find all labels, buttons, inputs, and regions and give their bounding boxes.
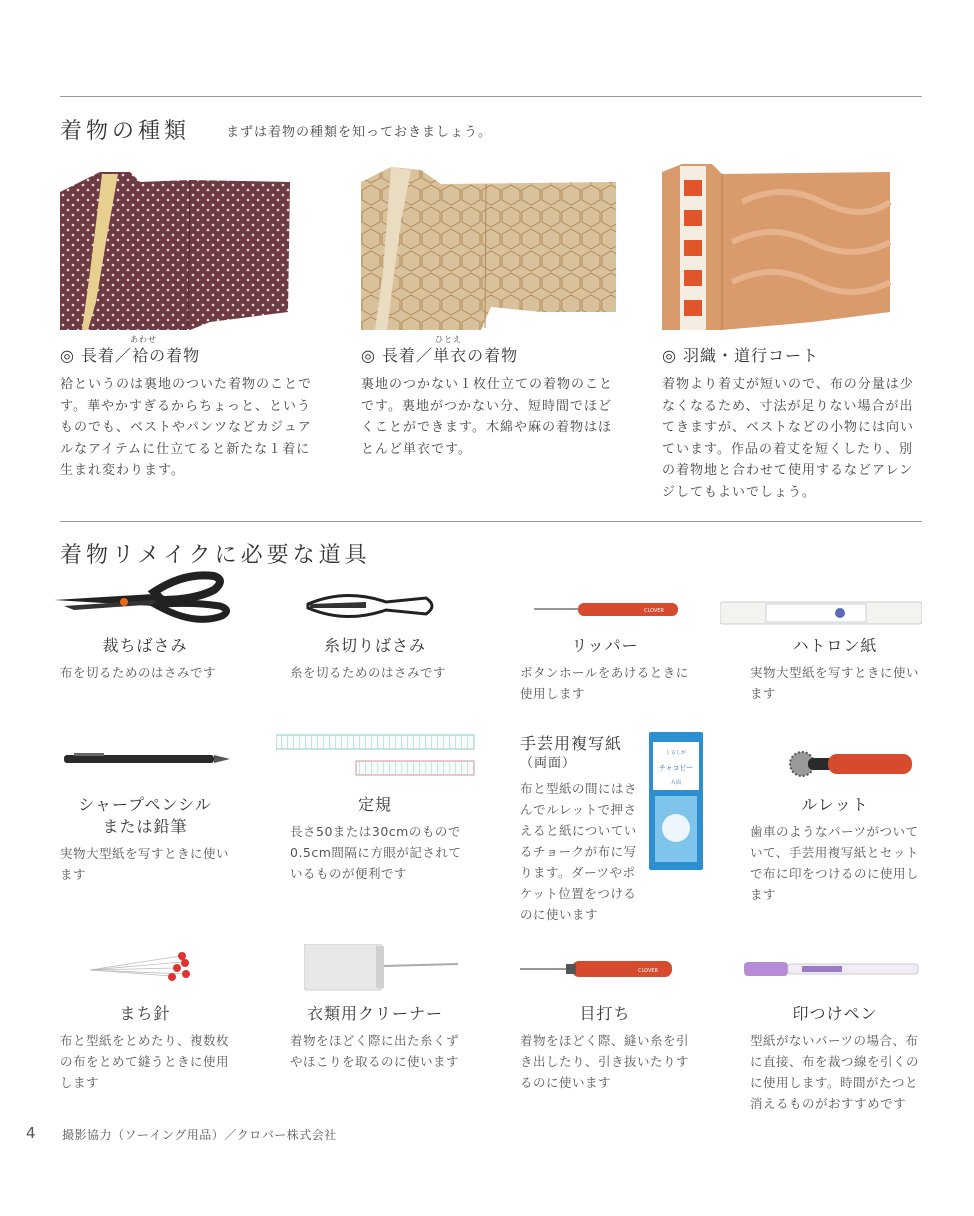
photo-seam-ripper xyxy=(534,598,680,620)
tool-name-awl: 目打ち xyxy=(579,1004,631,1023)
photo-awl xyxy=(520,958,676,980)
photo-marking-pen xyxy=(742,958,922,980)
tool-name-pencil xyxy=(60,794,230,838)
tool-desc-lint-roller: 着物をほどく際に出た糸くずやほこりを取るのに使います xyxy=(290,1033,460,1069)
caption-hitoe xyxy=(361,335,519,366)
ruby-hitoe: ひとえ xyxy=(435,335,463,344)
tool-name-tracing-paper: ハトロン紙 xyxy=(792,636,878,655)
photo-tracing-wheel xyxy=(788,744,914,780)
tool-desc-pins: 布と型紙をとめたり、複数枚の布をとめて縫うときに使用します xyxy=(60,1033,230,1090)
photo-mechanical-pencil xyxy=(64,750,234,768)
tool-name-chacopy xyxy=(520,734,622,774)
tool-desc-tracing-wheel: 歯車のようなパーツがついていて、手芸用複写紙とセットで布に印をつけるのに使用します xyxy=(750,824,920,902)
tool-desc-thread-snips: 糸を切るためのはさみです xyxy=(290,665,447,680)
package-line1: しるしが xyxy=(665,750,687,756)
tool-name-tracing-wheel: ルレット xyxy=(801,795,869,814)
tool-desc-fabric-scissors: 布を切るためのはさみです xyxy=(60,665,217,680)
tool-desc-marking-pen: 型紙がないパーツの場合、布に直接、布を裁つ線を引くのに使用します。時間がたつと消えるものがおすすめです xyxy=(750,1033,920,1111)
tool-desc-chacopy: 布と型紙の間にはさんでルレットで押さえると紙についているチョークが布に写ります。ダーツやポケット位置をつけるのに使います xyxy=(520,781,638,922)
tool-name-chacopy-line1: 手芸用複写紙 xyxy=(520,734,623,753)
section-title-kimono-types: 着物の種類 xyxy=(60,119,191,144)
photo-awase-kimono xyxy=(60,162,292,330)
desc-haori: 着物より着丈が短いので、布の分量は少なくなるため、寸法が足りない場合が出てきますが、ベストなどの小物には向いています。作品の着丈を短くしたり、別の着物地と合わせて使用するなどアレンジしてもよいでしょう。 xyxy=(662,377,915,500)
photo-haori-coat xyxy=(662,162,922,330)
tool-name-marking-pen: 印つけペン xyxy=(792,1004,878,1023)
photo-tracing-paper-roll xyxy=(720,600,922,626)
photo-ruler xyxy=(276,733,476,779)
desc-awase: 袷というのは裏地のついた着物のことです。華やかすぎるからちょっと、というものでも、ベストやパンツなどカジュアルなアイテムに仕立てると新たな１着に生まれ変わります。 xyxy=(60,377,313,478)
ruby-awase: あわせ xyxy=(130,335,158,344)
caption-haori: ◎ 羽織・道行コート xyxy=(662,346,820,365)
tool-desc-ruler: 長さ50または30cmのもので0.5cm間隔に方眼が記されているものが便利です xyxy=(290,824,462,881)
caption-awase xyxy=(60,335,201,366)
photo-pins xyxy=(90,952,194,982)
page-number: 4 xyxy=(26,1124,36,1142)
section-subtitle: まずは着物の種類を知っておきましょう。 xyxy=(226,125,493,140)
tool-desc-seam-ripper: ボタンホールをあけるときに使用します xyxy=(520,665,689,701)
tool-name-pins: まち針 xyxy=(119,1004,171,1023)
awl-brand-label: CLOVER xyxy=(638,968,658,974)
tool-desc-tracing-paper: 実物大型紙を写すときに使います xyxy=(750,665,920,701)
photo-lint-roller xyxy=(304,944,460,992)
tool-name-fabric-scissors: 裁ちばさみ xyxy=(102,636,188,655)
tool-name-seam-ripper: リッパー xyxy=(571,636,639,655)
tool-desc-pencil: 実物大型紙を写すときに使います xyxy=(60,846,230,882)
caption-awase-suffix: の着物 xyxy=(149,346,201,365)
package-line3: 片面 xyxy=(670,780,682,786)
photo-chacopy-package xyxy=(649,732,703,870)
photo-fabric-scissors xyxy=(54,570,244,626)
photo-thread-snips xyxy=(306,586,438,626)
tool-name-ruler: 定規 xyxy=(357,795,392,814)
top-divider xyxy=(60,96,922,97)
caption-hitoe-kanji-wrap xyxy=(433,335,468,365)
photo-hitoe-kimono xyxy=(361,162,619,330)
ripper-brand-label: CLOVER xyxy=(644,608,664,614)
caption-hitoe-suffix: の着物 xyxy=(467,346,519,365)
middle-divider xyxy=(60,521,922,522)
desc-hitoe: 裏地のつかない１枚仕立ての着物のことです。裏地がつかない分、短時間でほどくことができます。木綿や麻の着物はほとんど単衣です。 xyxy=(361,377,614,457)
tool-name-pencil-line1: シャープペンシル xyxy=(78,795,212,814)
section-title-tools: 着物リメイクに必要な道具 xyxy=(60,543,371,568)
tool-desc-awl: 着物をほどく際、縫い糸を引き出したり、引き抜いたりするのに使います xyxy=(520,1033,690,1090)
caption-awase-prefix: ◎ 長着／ xyxy=(60,346,133,365)
caption-awase-kanji: 袷 xyxy=(132,346,150,365)
tool-name-thread-snips: 糸切りばさみ xyxy=(323,636,426,655)
caption-hitoe-prefix: ◎ 長着／ xyxy=(361,346,434,365)
caption-hitoe-kanji: 単衣 xyxy=(433,346,468,365)
tool-name-chacopy-line2: （両面） xyxy=(520,756,577,771)
package-line2: チャコピー xyxy=(658,764,694,772)
photo-credit: 撮影協力（ソーイング用品）／クロバー株式会社 xyxy=(62,1128,337,1142)
tool-name-pencil-line2: または鉛筆 xyxy=(102,817,188,836)
tool-name-lint-roller: 衣類用クリーナー xyxy=(306,1004,443,1023)
caption-awase-kanji-wrap xyxy=(130,335,158,365)
